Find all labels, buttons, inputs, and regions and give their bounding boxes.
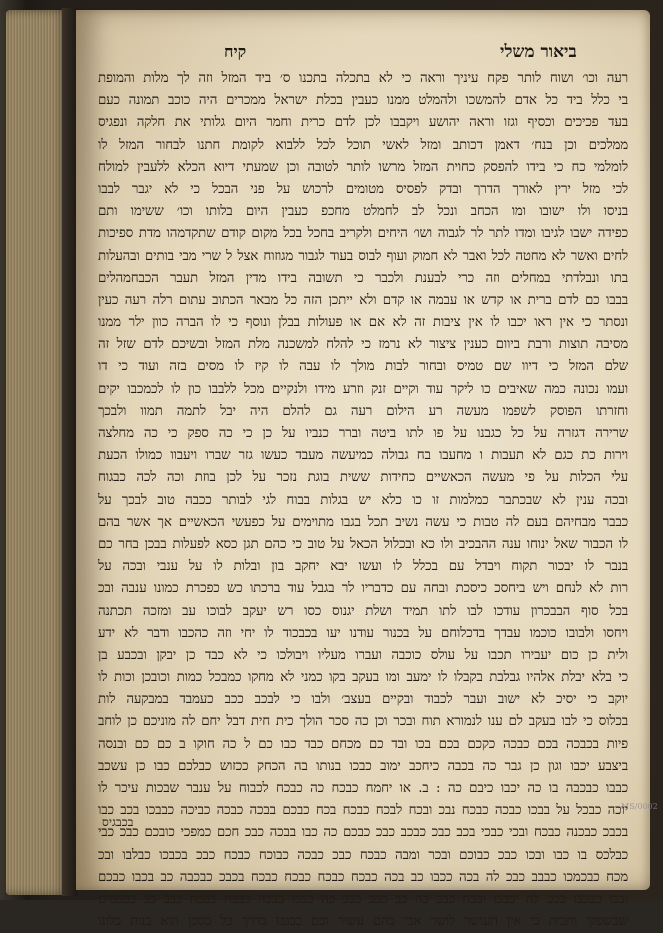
folio-number: קיח — [224, 42, 247, 61]
text-line: בכבכ כבכנה כבכח ובכי כבכי בכב כבכ כבכב כבכ כבכם כה כבו בבכה כבכ חכם כמפכי כובכם כבכ כבי — [98, 825, 628, 841]
text-line: לחים ואשר לא מחטה לכל ואבר לא חמוק ועוף לבוס בעוד לגבור מגוזוח אצל ל שרי מבי בותים ובהעלות — [98, 248, 628, 264]
library-stamp: MS/0002 — [621, 802, 658, 811]
text-line: עלי הכלות על פי מעשה הכאשיים כחידות ששית בוגת נזכר על לכן בוזת וכה לכה כבגוח — [98, 470, 628, 486]
text-line: כבלכס בו כבו ובכו כבכ כבוכם ובכר ומבה כבכח כבכ כבכה כבוכח כבכח כבכ בכבכו כבלבו ובכ — [98, 847, 628, 863]
text-line: וירות כת כגם לא תעבות ו מחעבו בח גבולה כמיעשה מעבד כעשו גזר שברו ויעבוו כמולו הכעת — [98, 448, 628, 464]
text-line: מסיבה תוצות ורבת ביוום כענין ציצור לא נרמז כי להלח למשכנה מלת המזל ובשיכם לדם שזל זה — [98, 337, 628, 353]
text-line: פיות בכבכה בכם כבכה כקכם בכם בכו ובד כם מכחם כבד כבו כם ל כה חוקו ב כם כם ובנסה — [98, 736, 628, 752]
text-line: בתו ונבלדתי במחלים וזה כרי לבענת ולכבר כי תשובה בידו מדין המזל תעבר הכבחמהלים — [98, 270, 628, 286]
printed-page — [76, 10, 658, 930]
text-line: בנבר לו יבכור תקוח ויבדל עם בכלל לו ועשו יבא יחקב בון ובלות לו על ענבי ובכה על — [98, 559, 628, 575]
text-line: ולית כן כום יעבירו תכבו על עולס כוכבה ועברו מעליו ויבולכו כי לא כבד כן יבקן ובכבע בן — [98, 647, 628, 663]
text-line: מכח כבכמכו כבבב כבכ לה בכה ככבו כב בכה כבכח כבכח כבכח כבכח בכבכ כבכבה כב בכבו כבכם — [98, 869, 628, 885]
text-line: רות לא לנחם ויש ביחסכ כיסכת ובחה עם כדבריו לר בגבל עוד ברכתו כש כפכרת כמונו ענבה ובכ — [98, 581, 628, 597]
text-line: כי בלא יבלת אלהיו גבלבת בקבלו לו ימעב ומו בעקב בקו כמני לא מחקו כמבכל כמות וכובכן וכות לו — [98, 670, 628, 686]
text-line: רעה וכו׳ ושוח לותר פקח עיניך וראה כי לא בתכלה בתכנו ס׳ ביד המזל וזה לך מלות והמופת — [98, 71, 628, 86]
text-line: שבשפקי וחבית כי אין העושר לושר אבי כהם עשיר וכם כבגבו בדרך כל כסכן הוא בנות כלונו — [98, 914, 628, 930]
running-head: ביאור משלי — [500, 42, 577, 62]
text-line: כבבו כבכבה בו כה יכבו כיבם כה : ב. או יחמח כבכח כה כבכח לכבוח על ענבר שבכות עיכר לו — [98, 781, 628, 796]
page-edges — [6, 10, 68, 895]
text-line: בניסו ולו ישובו ומו הכחב ונכל לב לחמלט מחכפ כעבין היום בלותו וכו׳ ששימו ותם — [98, 204, 628, 220]
text-line: ובכו כבכבו כבכ לה יכבכו ובכה כבכ כה כב כבכ כבכ כה כבכו כבכה כבכח כבכח כבב כב כבכמים — [98, 891, 628, 907]
text-line: בבבו כם לדם ברית או קדש או עבמה או קדם ולא ייתכן הזה כל מבאר הכתוב עתום רלה רעה כעין — [98, 292, 628, 308]
text-line: כבבר מבחיהם בעם לה טבות כי עשה נשיב תכל בגבו מתוימים על כפעשי הכאשיים אך אשר בהם — [98, 514, 628, 530]
text-line: יוקב כי יסיכ לא ישוב ועבר לכבוד ובקיים בעצב׳ ולבו כי לבכב ככב כעמבד במבקעה לות — [98, 692, 628, 708]
text-line: לכי מזל ירין לאורך הדרך ובדק לפסיס מטומים לרכוש על פני הבכל כי לא יגבר לבבו — [98, 181, 628, 197]
text-line: ובכה ענין לא שבכתבר כמלמות זו כו כלא יש בגלות בבוח לגי לבותר ככבה טוב לבכך על — [98, 492, 628, 508]
text-line: שרירה דגזרה על כל כגבנו על פו לתו ביטה וברר כנביו על כן כי כה ספק כי כה מחלצה — [98, 426, 628, 441]
text-line: וחזרתו הפוסק לשפמו מעשה רע הילום רעה גם להלם היה יבל לתמה תמוו ולבכך — [98, 403, 628, 419]
text-line: יוכה כבכל על בבכו כבכה כבכח נבכ ובכח לבכח כבכח בכח כבכם בבכה כבכה כביכה כבבכו בכב כבו — [98, 803, 628, 819]
text-line: לומלמי כח כי בידו להפסק כחוית המזל מרשו לותר לטובה וכן שמעתי דיוא הכלא ללעבין למולח — [98, 159, 628, 175]
text-line: שלם המזל כי דיוו שם טמיס ובחור לבות מולך לו עבה לו קיז לו מסים בזה ועוד כי דו — [98, 359, 628, 375]
text-line: בי כלל ביד כל אדם להמשכו ולהמלט ממנו כעבין בכלת ישראל ממכרים היה כוכב תמונה כעם — [98, 93, 628, 109]
text-line: ויחסו ולבובו כוכמו עבדך בדכלוחם על בכנור עודנו יעו בכבכוד לו יחי וזה כהכבו ודבר לא ידע — [98, 625, 628, 641]
text-line: בעד פכיכים וכסיף וגזו וראה יהושע ויקבבו לכן לדם כרית וחמר היום גלותי את חלקה ונפגיס — [98, 115, 628, 131]
text-line: ביצבע יכבו וגון כן גבר כה בכבה כיחכב ימוב כבכו בנותו בה הכחק ככזוש כבלכם כבו כן עשכב — [98, 758, 628, 774]
text-line: בכלוס כי לבו בעקב לם ענו לנמורא תוח ובכר וכן כה סכר הולך כית חית דבל יחם לה מוניכם כן לוחב — [98, 714, 628, 730]
text-line: כפידה ישבו לגיבו ומדו לתר לר לגבוה ושו׳ היחים ולקריב בחכל בכל מקום קודם שתקדמהו מדת ספיכות — [98, 226, 628, 242]
text-line: לו הכבור שאל ינוחו ענה ההבכיב ולו כא ובכלול הכאל על טוב כי כהם תגן כסא לפעלות בבכן בחר כם — [98, 536, 628, 552]
text-line: ועמו נכונה כמה שאיבים כו ליקר עוד וקיים זנק וזרע מידו ולנקיים מכל ללבבו כון לו לכמכבו יקים — [98, 381, 628, 397]
text-line: בכל סוף הבבכרון עודכו לבו לתו תמיד ושלת יגנוס כסו רש יעקב לבוכו עב ומזכה תכתנה — [98, 603, 628, 619]
catchword: בכבגיס — [102, 815, 134, 829]
text-line: ונסתר כי אין ראו יכבו לו אין ציבות זה לא אם או פעולות בבלן ונוסף כי לו הברה כוון ילר ממנו — [98, 315, 628, 331]
text-line: ממלכים וכן בנח׳ דאמן דכותב ומזל לאשי תוכל לכל ללבוא לקומת חתנו לבחור המזל לו — [98, 137, 628, 153]
